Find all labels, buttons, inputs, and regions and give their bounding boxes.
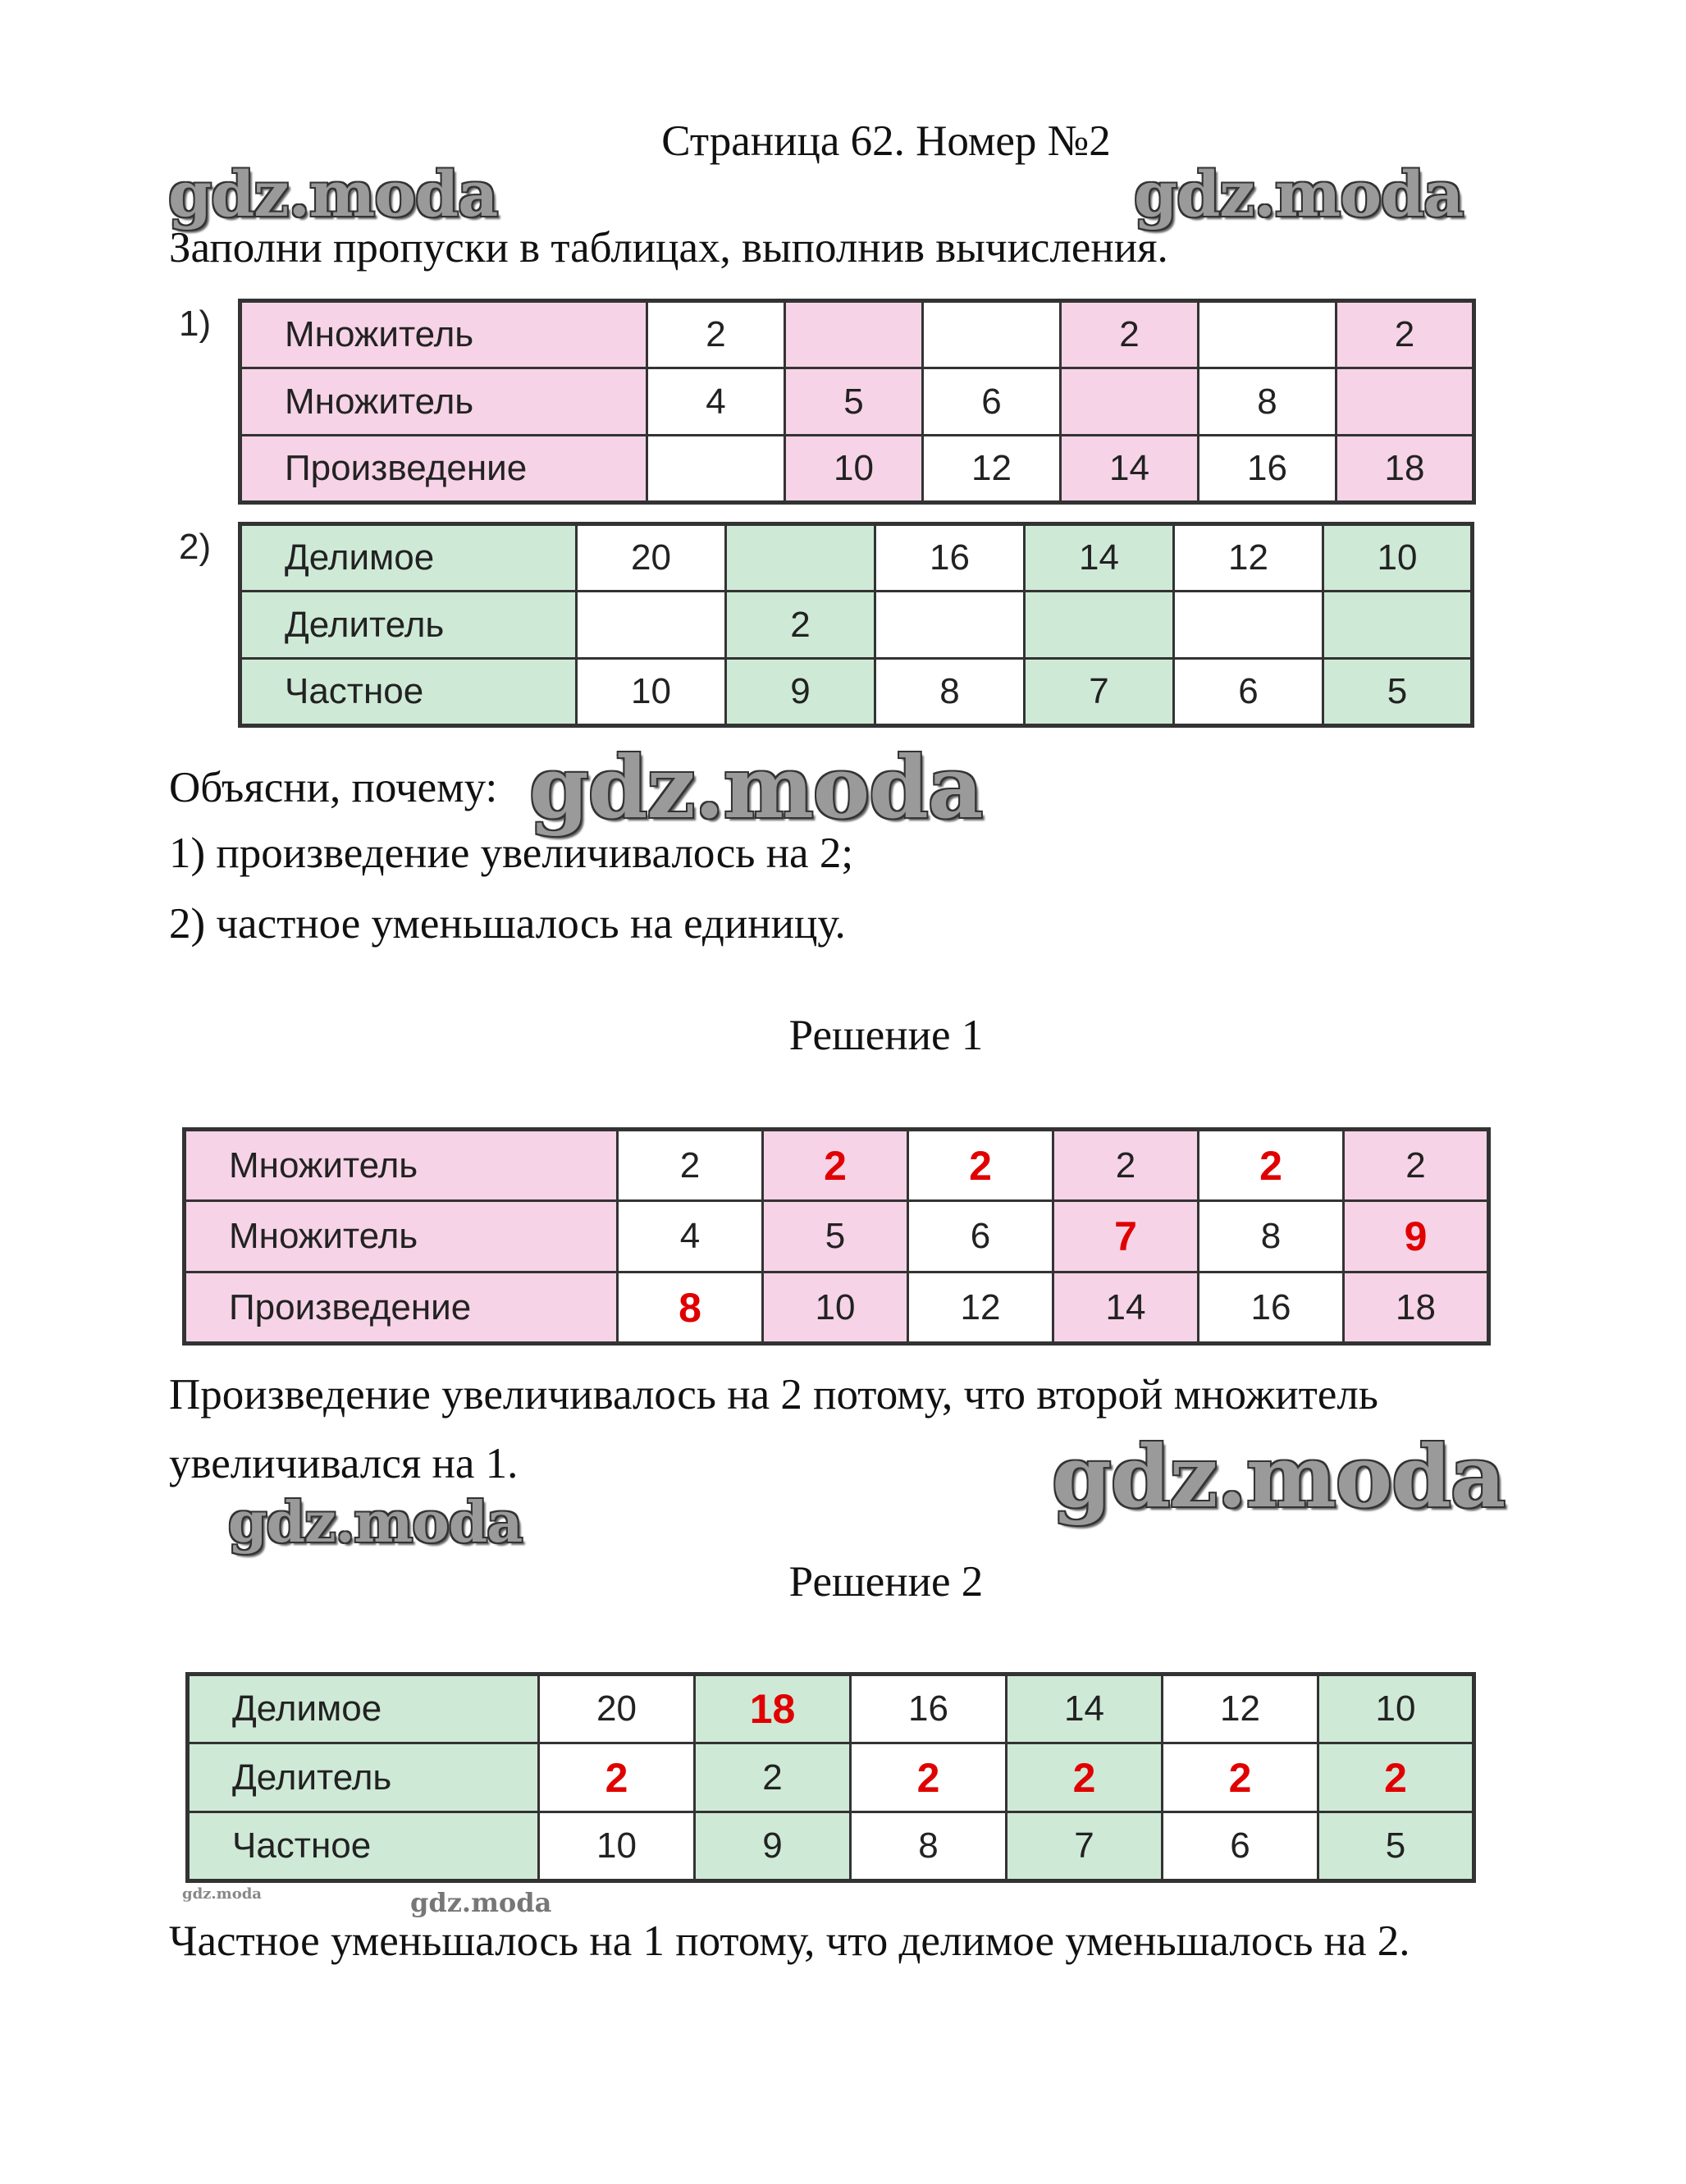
table-cell: 5 bbox=[763, 1201, 908, 1272]
table-row bbox=[185, 1201, 1489, 1272]
table-cell: 10 bbox=[785, 436, 923, 503]
answer-cell: 2 bbox=[1318, 1743, 1474, 1812]
page-title: Страница 62. Номер №2 bbox=[661, 117, 1111, 165]
table-cell bbox=[1174, 592, 1323, 659]
row-label: Множитель bbox=[240, 301, 647, 368]
table-cell: 5 bbox=[1318, 1812, 1474, 1881]
solution-table-2 bbox=[185, 1672, 1476, 1883]
table-row bbox=[185, 1130, 1489, 1201]
table-cell: 2 bbox=[695, 1743, 851, 1812]
watermark: gdz.moda bbox=[410, 1887, 552, 1918]
table-cell: 20 bbox=[577, 524, 726, 592]
table-cell: 10 bbox=[763, 1272, 908, 1344]
task-number-2: 2) bbox=[179, 527, 212, 567]
table-cell bbox=[647, 436, 785, 503]
watermark: gdz.moda bbox=[1052, 1426, 1506, 1527]
table-cell: 2 bbox=[647, 301, 785, 368]
table-cell: 14 bbox=[1053, 1272, 1199, 1344]
table-cell: 18 bbox=[1336, 436, 1474, 503]
row-label: Произведение bbox=[185, 1272, 618, 1344]
table-cell: 20 bbox=[539, 1675, 695, 1743]
row-label: Множитель bbox=[185, 1130, 618, 1201]
solution-1-heading: Решение 1 bbox=[788, 1012, 984, 1059]
row-label: Частное bbox=[240, 659, 577, 726]
table-cell bbox=[923, 301, 1061, 368]
answer-cell: 2 bbox=[1199, 1130, 1344, 1201]
table-cell: 9 bbox=[726, 659, 875, 726]
answer-cell: 9 bbox=[1344, 1201, 1489, 1272]
watermark: gdz.moda bbox=[529, 737, 983, 838]
table-cell bbox=[1336, 368, 1474, 436]
table-cell: 10 bbox=[577, 659, 726, 726]
table-row bbox=[185, 1272, 1489, 1344]
row-label: Делимое bbox=[240, 524, 577, 592]
row-label: Частное bbox=[188, 1812, 539, 1881]
answer-cell: 8 bbox=[618, 1272, 763, 1344]
answer-cell: 2 bbox=[1007, 1743, 1163, 1812]
table-cell: 2 bbox=[726, 592, 875, 659]
table-cell: 12 bbox=[923, 436, 1061, 503]
row-label: Множитель bbox=[240, 368, 647, 436]
table-cell: 10 bbox=[539, 1812, 695, 1881]
table-cell bbox=[785, 301, 923, 368]
table-cell: 7 bbox=[1007, 1812, 1163, 1881]
question-1: 1) произведение увеличивалось на 2; bbox=[169, 829, 854, 877]
table-cell: 8 bbox=[1199, 1201, 1344, 1272]
table-cell: 7 bbox=[1025, 659, 1174, 726]
table-cell bbox=[1061, 368, 1199, 436]
table-cell: 8 bbox=[851, 1812, 1007, 1881]
row-label: Делитель bbox=[240, 592, 577, 659]
table-cell bbox=[1199, 301, 1336, 368]
watermark: gdz.moda bbox=[1134, 158, 1464, 231]
watermark: gdz.moda bbox=[182, 1885, 262, 1903]
table-row bbox=[188, 1743, 1474, 1812]
table-cell: 16 bbox=[1199, 1272, 1344, 1344]
table-cell: 8 bbox=[875, 659, 1025, 726]
row-label: Множитель bbox=[185, 1201, 618, 1272]
row-label: Делимое bbox=[188, 1675, 539, 1743]
table-cell: 5 bbox=[1323, 659, 1473, 726]
answer-cell: 2 bbox=[539, 1743, 695, 1812]
table-cell: 2 bbox=[618, 1130, 763, 1201]
watermark: gdz.moda bbox=[168, 158, 498, 231]
table-cell: 10 bbox=[1318, 1675, 1474, 1743]
table-cell: 2 bbox=[1053, 1130, 1199, 1201]
task-table-1 bbox=[238, 299, 1476, 505]
solution-1-explanation-cont: увеличивался на 1. bbox=[169, 1440, 519, 1487]
table-row bbox=[240, 301, 1474, 368]
solution-2-explanation: Частное уменьшалось на 1 потому, что делимое уменьшалось на 2. bbox=[169, 1917, 1410, 1965]
table-cell: 16 bbox=[1199, 436, 1336, 503]
table-cell: 4 bbox=[618, 1201, 763, 1272]
row-label: Произведение bbox=[240, 436, 647, 503]
row-label: Делитель bbox=[188, 1743, 539, 1812]
question-2: 2) частное уменьшалось на единицу. bbox=[169, 900, 846, 948]
table-cell: 2 bbox=[1336, 301, 1474, 368]
table-row bbox=[188, 1675, 1474, 1743]
table-cell: 18 bbox=[1344, 1272, 1489, 1344]
table-cell: 12 bbox=[1174, 524, 1323, 592]
table-cell: 14 bbox=[1007, 1675, 1163, 1743]
solution-2-heading: Решение 2 bbox=[788, 1558, 984, 1606]
task-number-1: 1) bbox=[179, 304, 212, 344]
answer-cell: 2 bbox=[1163, 1743, 1318, 1812]
table-cell: 9 bbox=[695, 1812, 851, 1881]
task-text: Заполни пропуски в таблицах, выполнив вычисления. bbox=[169, 224, 1168, 272]
table-cell: 6 bbox=[908, 1201, 1053, 1272]
table-cell: 6 bbox=[1163, 1812, 1318, 1881]
table-row bbox=[240, 368, 1474, 436]
table-cell: 16 bbox=[851, 1675, 1007, 1743]
table-cell: 12 bbox=[908, 1272, 1053, 1344]
table-cell bbox=[577, 592, 726, 659]
table-cell: 6 bbox=[923, 368, 1061, 436]
table-row bbox=[240, 592, 1473, 659]
watermark: gdz.moda bbox=[228, 1490, 523, 1556]
table-cell: 2 bbox=[1061, 301, 1199, 368]
table-cell bbox=[875, 592, 1025, 659]
solution-table-1 bbox=[182, 1127, 1491, 1346]
table-cell: 6 bbox=[1174, 659, 1323, 726]
table-cell bbox=[1025, 592, 1174, 659]
table-cell: 8 bbox=[1199, 368, 1336, 436]
table-cell bbox=[1323, 592, 1473, 659]
table-cell: 14 bbox=[1025, 524, 1174, 592]
answer-cell: 7 bbox=[1053, 1201, 1199, 1272]
answer-cell: 2 bbox=[851, 1743, 1007, 1812]
task-table-2 bbox=[238, 522, 1474, 728]
table-cell: 14 bbox=[1061, 436, 1199, 503]
table-cell bbox=[726, 524, 875, 592]
table-row bbox=[240, 436, 1474, 503]
table-row bbox=[188, 1812, 1474, 1881]
answer-cell: 2 bbox=[908, 1130, 1053, 1201]
table-cell: 10 bbox=[1323, 524, 1473, 592]
answer-cell: 2 bbox=[763, 1130, 908, 1201]
table-cell: 5 bbox=[785, 368, 923, 436]
table-cell: 16 bbox=[875, 524, 1025, 592]
table-cell: 2 bbox=[1344, 1130, 1489, 1201]
table-cell: 12 bbox=[1163, 1675, 1318, 1743]
table-row bbox=[240, 524, 1473, 592]
answer-cell: 18 bbox=[695, 1675, 851, 1743]
question-intro: Объясни, почему: bbox=[169, 764, 498, 811]
table-cell: 4 bbox=[647, 368, 785, 436]
table-row bbox=[240, 659, 1473, 726]
solution-1-explanation: Произведение увеличивалось на 2 потому, что второй множитель bbox=[169, 1371, 1378, 1419]
